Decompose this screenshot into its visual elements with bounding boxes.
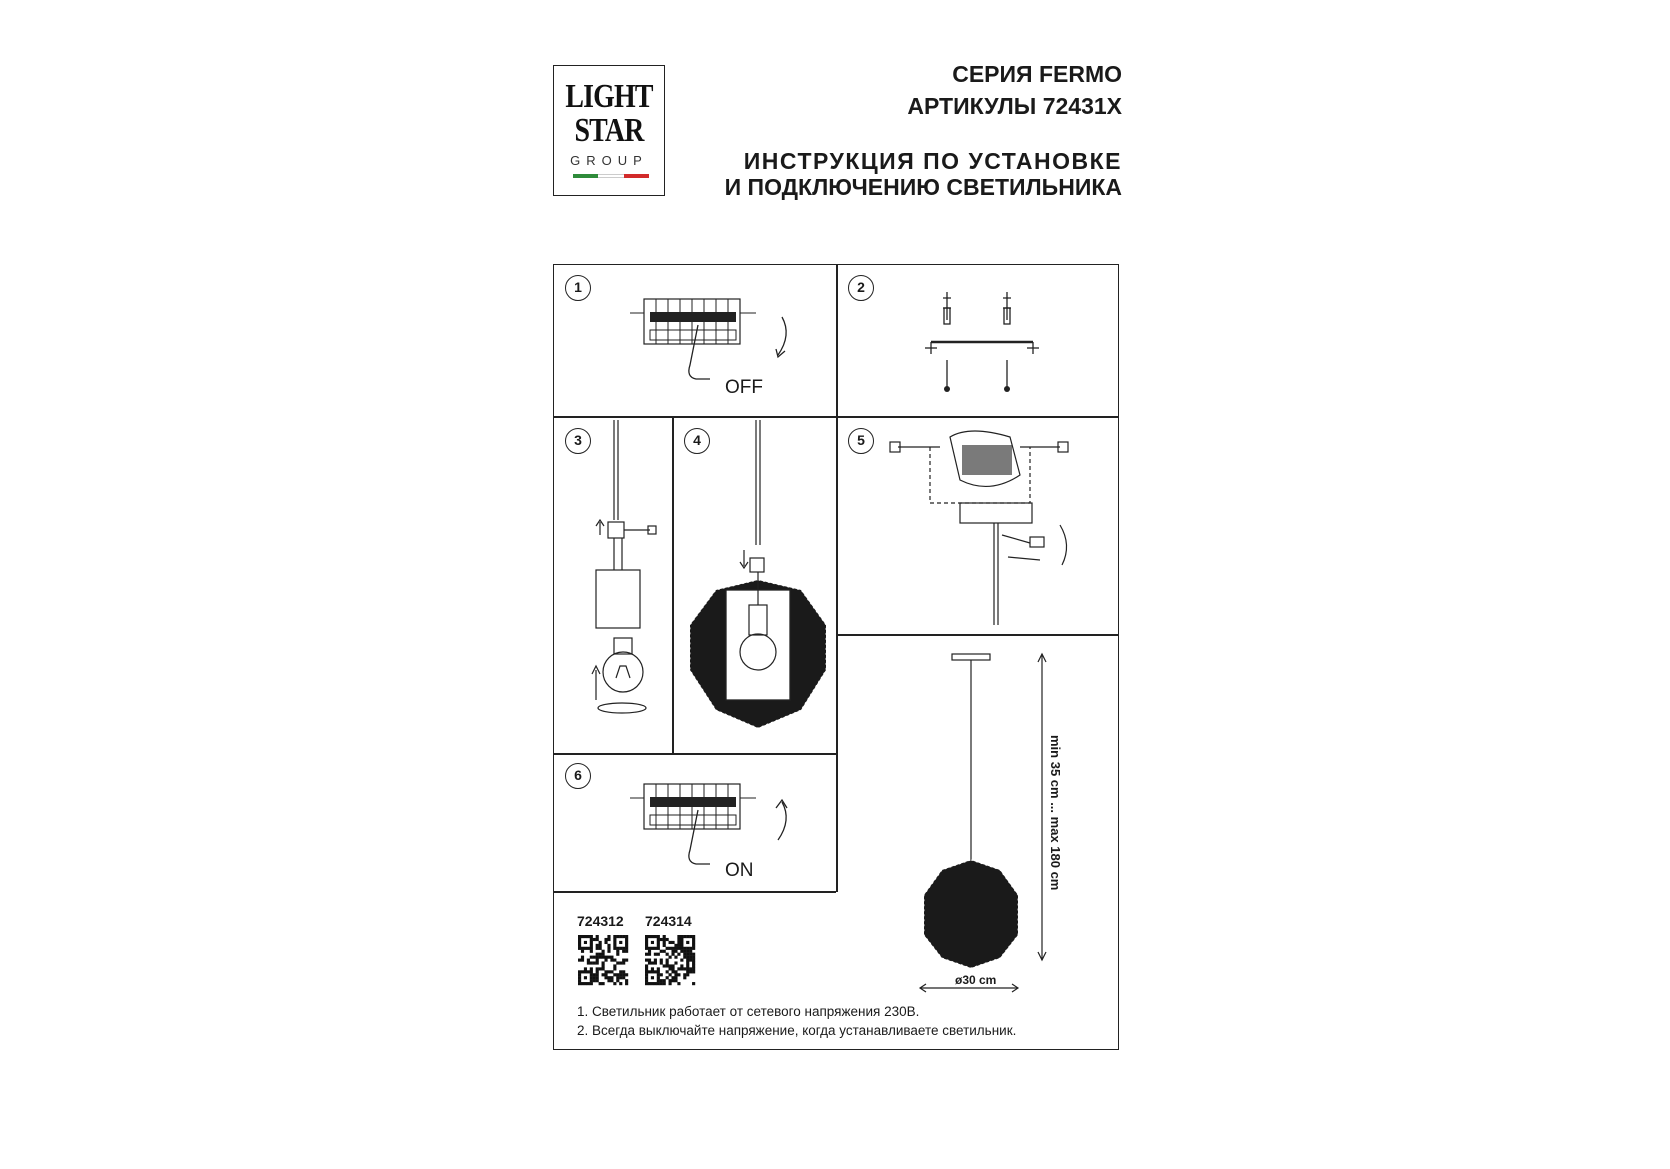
grid-divider [836, 634, 838, 892]
article-code-1: 724312 [577, 913, 624, 929]
qr-code-icon[interactable] [645, 935, 695, 985]
mounting-bar-illustration [925, 290, 1045, 395]
brand-line1: LIGHT [565, 78, 653, 115]
step-number-3: 3 [565, 428, 591, 454]
brand-logo [553, 65, 665, 196]
canopy-connection-illustration [890, 425, 1080, 625]
article-code-2: 724314 [645, 913, 692, 929]
grid-divider [553, 891, 836, 893]
height-range-label: min 35 cm ... max 180 cm [1048, 735, 1063, 891]
articles-title: АРТИКУЛЫ 72431X [907, 93, 1122, 119]
off-label: OFF [725, 377, 763, 398]
grid-divider [553, 753, 836, 755]
brand-line2: STAR [574, 112, 644, 149]
step-number-2: 2 [848, 275, 874, 301]
grid-divider [672, 416, 674, 754]
instruction-title-line2: И ПОДКЛЮЧЕНИЮ СВЕТИЛЬНИКА [724, 174, 1122, 200]
step-number-6: 6 [565, 763, 591, 789]
note-2: 2. Всегда выключайте напряжение, когда устанавливаете светильник. [577, 1023, 1017, 1038]
shade-assembly-illustration [686, 420, 831, 730]
brand-line3: GROUP [570, 153, 648, 168]
diameter-label: ø30 cm [955, 973, 997, 987]
on-label: ON [725, 860, 754, 881]
breaker-off-illustration [640, 295, 790, 390]
instruction-title-line1: ИНСТРУКЦИЯ ПО УСТАНОВКЕ [743, 148, 1122, 174]
grid-divider [836, 634, 1119, 636]
socket-bulb-illustration [590, 420, 665, 725]
series-title: СЕРИЯ FERMO [952, 61, 1122, 87]
qr-code-icon[interactable] [578, 935, 628, 985]
pendant-dimension-illustration [900, 650, 1070, 995]
step-number-4: 4 [684, 428, 710, 454]
breaker-on-illustration [640, 780, 790, 875]
step-number-5: 5 [848, 428, 874, 454]
step-number-1: 1 [565, 275, 591, 301]
grid-divider [836, 264, 838, 635]
note-1: 1. Светильник работает от сетевого напряжения 230В. [577, 1004, 920, 1019]
italian-flag-stripe [573, 174, 649, 178]
